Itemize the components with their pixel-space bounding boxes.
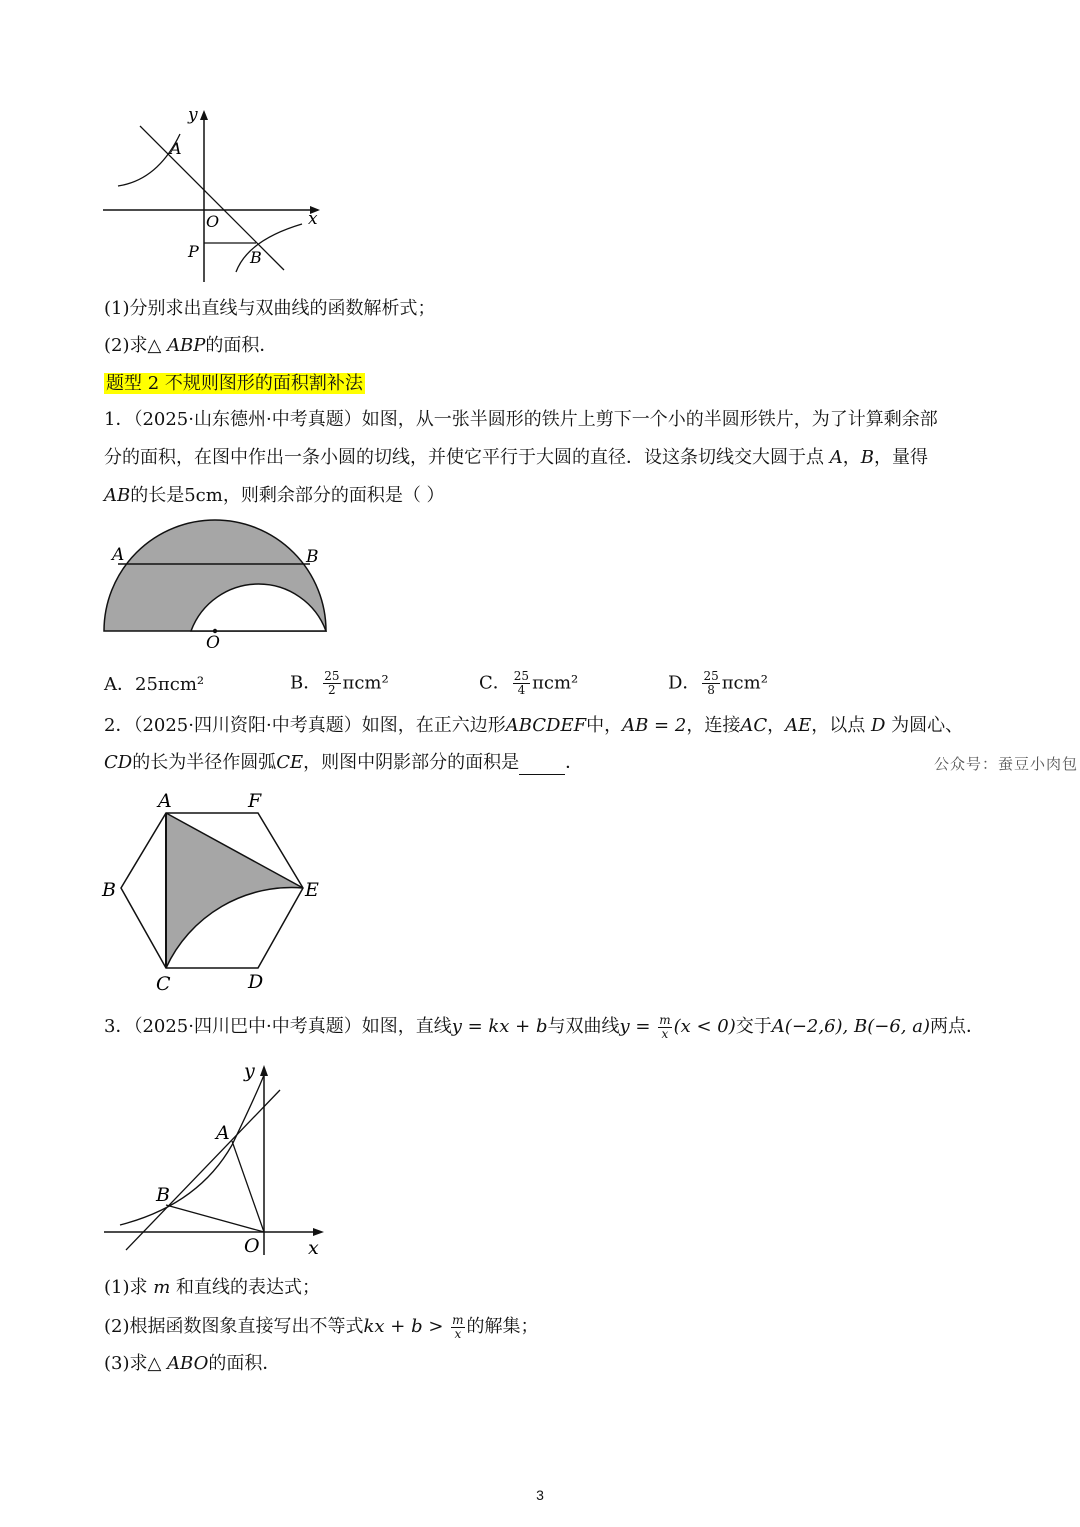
q1-option-a: A．25πcm² xyxy=(104,674,205,695)
y-axis-arrow xyxy=(260,1065,268,1076)
figure-line-hyperbola-abo xyxy=(98,1055,338,1265)
section-heading xyxy=(104,372,365,396)
fig4-label-y: y xyxy=(244,1060,255,1082)
figure-hexagon xyxy=(98,785,338,1000)
q-prev-part1: (1)分别求出直线与双曲线的函数解析式； xyxy=(104,298,436,319)
q1-line2: 分的面积，在图中作出一条小圆的切线，并使它平行于大圆的直径．设这条切线交大圆于点 A，B，量得 xyxy=(104,447,928,468)
fig4-label-a: A xyxy=(216,1122,230,1144)
fig1-label-p: P xyxy=(188,242,199,261)
answer-blank[interactable] xyxy=(519,756,565,775)
q3-line1: 3．（2025·四川巴中·中考真题）如图，直线y = kx + b与双曲线y = $\frac{m}{x}$ (x < 0)交于A(−2,6), B(−6, a)两点． xyxy=(104,1012,984,1041)
fig1-label-x: x xyxy=(308,209,318,229)
figure-semicircles xyxy=(96,515,336,655)
q1-line1: 1．（2025·山东德州·中考真题）如图，从一张半圆形的铁片上剪下一个小的半圆形铁片，为了计算剩余部 xyxy=(104,409,938,430)
line-ab xyxy=(126,1090,280,1250)
fig3-label-d: D xyxy=(248,971,264,993)
q1-option-b: B． $\frac{25}{2}$ πcm² xyxy=(290,669,389,697)
q2-line2: CD的长为半径作圆弧CE，则图中阴影部分的面积是 ． xyxy=(104,752,584,773)
fig3-label-c: C xyxy=(156,973,171,995)
fig2-label-a: A xyxy=(112,545,125,565)
segment-bo xyxy=(166,1205,264,1232)
y-axis-arrow xyxy=(200,110,208,120)
hyperbola-curve xyxy=(120,1075,264,1225)
fig3-label-a: A xyxy=(158,790,172,812)
figure-hyperbola-abp xyxy=(98,100,338,290)
x-axis-arrow xyxy=(313,1228,324,1236)
fig4-label-o: O xyxy=(244,1235,260,1257)
fig1-label-o: O xyxy=(206,212,220,231)
fig4-label-b: B xyxy=(156,1184,170,1206)
q1-option-d: D． $\frac{25}{8}$ πcm² xyxy=(668,669,768,697)
q1-line3: AB的长是5cm，则剩余部分的面积是（ ） xyxy=(104,485,445,506)
fig3-label-b: B xyxy=(102,879,116,901)
shaded-region xyxy=(166,813,303,968)
fig3-label-f: F xyxy=(248,790,262,812)
q3-part2: (2)根据函数图象直接写出不等式kx + b > $\frac{m}{x}$ 的解集； xyxy=(104,1312,539,1341)
fig2-label-o: O xyxy=(206,633,220,653)
fig4-label-x: x xyxy=(308,1237,319,1259)
segment-ao xyxy=(232,1141,264,1232)
watermark: 公众号：蚕豆小肉包 xyxy=(933,755,1078,773)
fig3-label-e: E xyxy=(305,879,319,901)
fig2-label-b: B xyxy=(306,547,319,567)
page-number: 3 xyxy=(536,1487,544,1503)
line-ab xyxy=(140,126,284,270)
q3-part3: (3)求△ ABO的面积． xyxy=(104,1353,281,1374)
fig1-label-a: A xyxy=(170,139,182,158)
q-prev-part2: (2)求△ ABP的面积． xyxy=(104,335,278,356)
fig1-label-b: B xyxy=(250,248,262,267)
q1-option-c: C． $\frac{25}{4}$ πcm² xyxy=(479,669,579,697)
fig1-label-y: y xyxy=(188,105,198,125)
q3-part1: (1)求 m 和直线的表达式； xyxy=(104,1277,321,1298)
section-title: 题型 2 不规则图形的面积割补法 xyxy=(106,373,363,394)
q2-line1: 2．（2025·四川资阳·中考真题）如图，在正六边形ABCDEF中，AB = 2，连接AC，AE，以点 D 为圆心、 xyxy=(104,715,964,736)
